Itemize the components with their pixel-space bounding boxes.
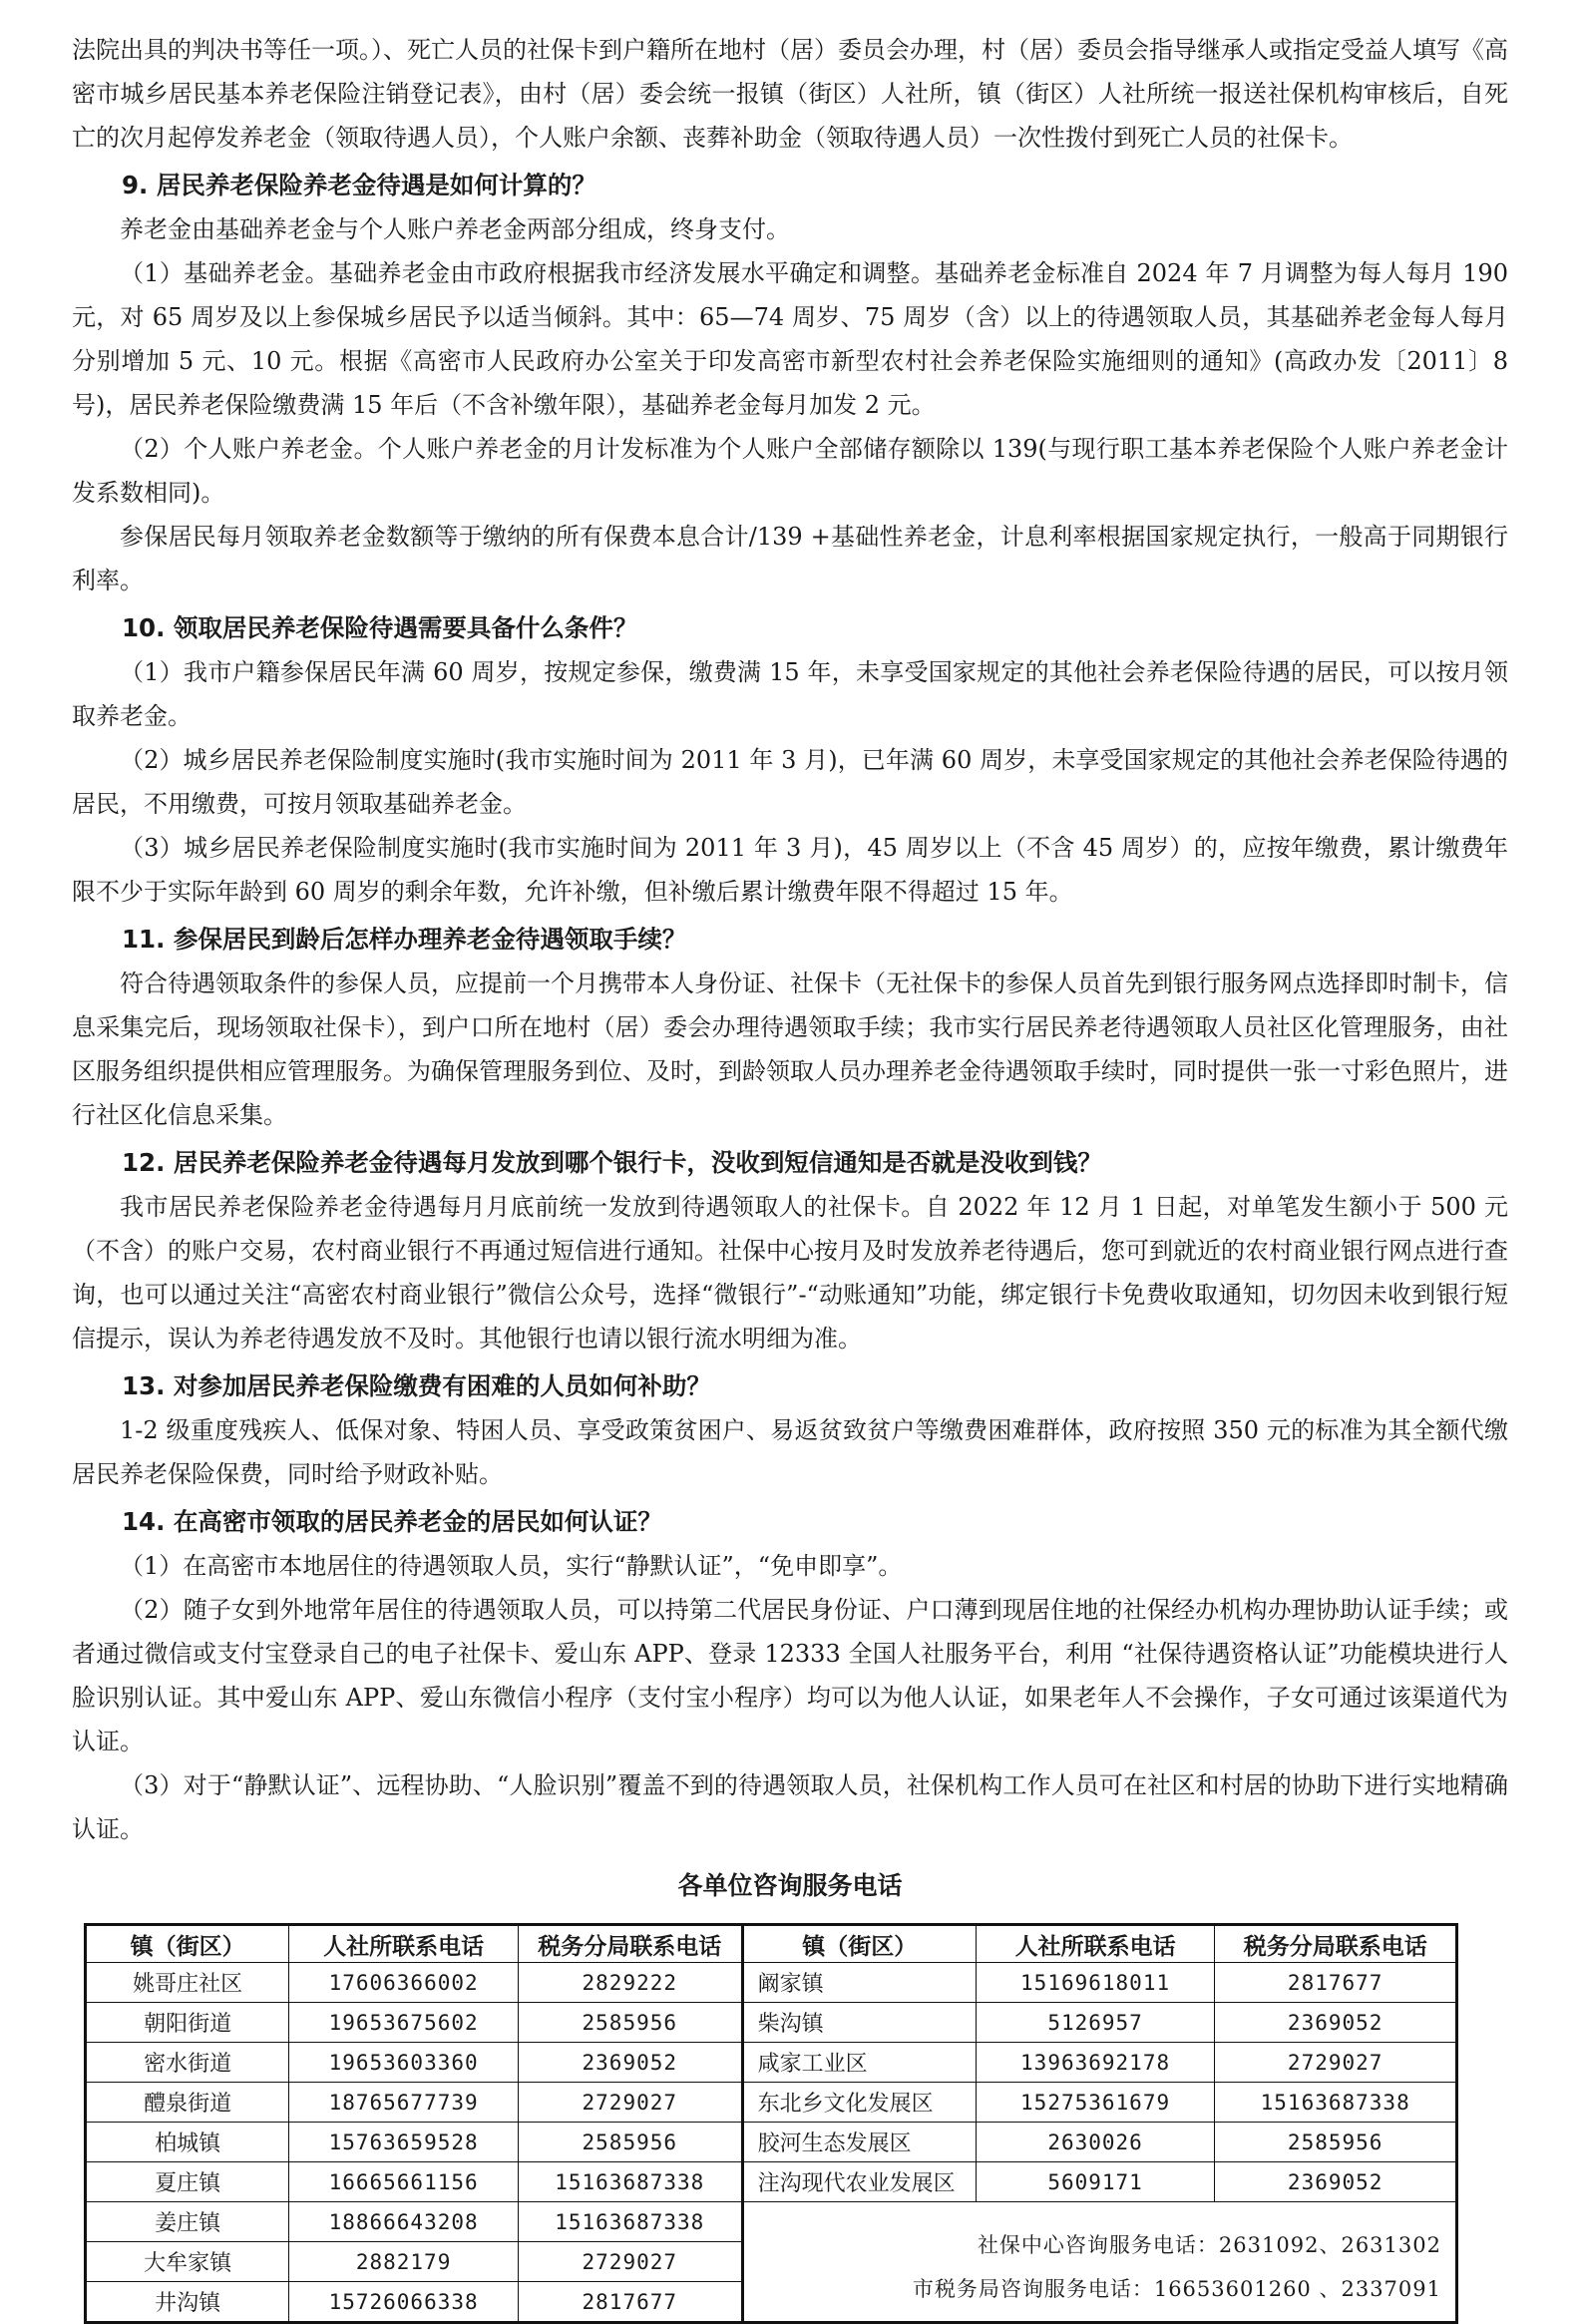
table-cell: 夏庄镇	[86, 2162, 289, 2202]
column-header: 税务分局联系电话	[518, 1925, 742, 1963]
paragraph: （1）我市户籍参保居民年满 60 周岁，按规定参保，缴费满 15 年，未享受国家规定的其他社会养老保险待遇的居民，可以按月领取养老金。	[72, 658, 1508, 730]
table-cell: 井沟镇	[86, 2282, 289, 2323]
table-cell: 2729027	[518, 2242, 742, 2282]
table-cell: 18765677739	[289, 2083, 519, 2123]
table-row	[86, 2083, 1457, 2123]
section-title: 12. 居民养老保险养老金待遇每月发放到哪个银行卡，没收到短信通知是否就是没收到钱？	[122, 1148, 1102, 1177]
table-row	[86, 2003, 1457, 2043]
table-cell: 19653603360	[289, 2043, 519, 2083]
table-row	[86, 2043, 1457, 2083]
table-cell: 2829222	[518, 1963, 742, 2003]
table-cell: 密水街道	[86, 2043, 289, 2083]
hotline-note: 市税务局咨询服务电话：16653601260 、2337091	[912, 2277, 1441, 2301]
section-10	[72, 606, 1508, 914]
table-cell: 15726066338	[289, 2282, 519, 2323]
table-cell: 15163687338	[518, 2162, 742, 2202]
table-cell: 15163687338	[1215, 2083, 1457, 2123]
table-cell: 姜庄镇	[86, 2202, 289, 2242]
section-title: 13. 对参加居民养老保险缴费有困难的人员如何补助？	[122, 1371, 711, 1400]
table-cell: 柴沟镇	[742, 2003, 976, 2043]
table-row	[86, 1963, 1457, 2003]
section-9	[72, 164, 1508, 602]
table-header-row	[86, 1925, 1457, 1963]
table-cell: 东北乡文化发展区	[742, 2083, 976, 2123]
table-cell: 5126957	[976, 2003, 1215, 2043]
intro-paragraph: 法院出具的判决书等任一项。）、死亡人员的社保卡到户籍所在地村（居）委员会办理，村（居）委员会指导继承人或指定受益人填写《高密市城乡居民基本养老保险注销登记表》，由村（居）委会统一报镇（街区）人社所，镇（街区）人社所统一报送社保机构审核后，自死亡的次月起停发养老金（领取待遇人员），个人账户余额、丧葬补助金（领取待遇人员）一次性拨付到死亡人员的社保卡。	[72, 36, 1508, 152]
table-cell: 注沟现代农业发展区	[742, 2162, 976, 2202]
table-cell: 姚哥庄社区	[86, 1963, 289, 2003]
document-page	[72, 28, 1508, 2324]
column-header: 人社所联系电话	[976, 1925, 1215, 1963]
section-12	[72, 1141, 1508, 1360]
paragraph: （2）城乡居民养老保险制度实施时(我市实施时间为 2011 年 3 月)，已年满 60 周岁，未享受国家规定的其他社会养老保险待遇的居民，不用缴费，可按月领取基础养老金。	[72, 746, 1508, 818]
table-cell: 18866643208	[289, 2202, 519, 2242]
contact-phone-table	[84, 1923, 1458, 2324]
table-cell: 朝阳街道	[86, 2003, 289, 2043]
paragraph: （2）个人账户养老金。个人账户养老金的月计发标准为个人账户全部储存额除以 139(与现行职工基本养老保险个人账户养老金计发系数相同)。	[72, 435, 1508, 507]
table-cell: 2729027	[518, 2083, 742, 2123]
paragraph: 1-2 级重度残疾人、低保对象、特困人员、享受政策贫困户、易返贫致贫户等缴费困难群体，政府按照 350 元的标准为其全额代缴居民养老保险保费，同时给予财政补贴。	[72, 1416, 1508, 1488]
section-13	[72, 1364, 1508, 1496]
table-cell: 17606366002	[289, 1963, 519, 2003]
table-cell: 2585956	[518, 2003, 742, 2043]
hotline-note: 社保中心咨询服务电话：2631092、2631302	[977, 2233, 1441, 2257]
column-header: 人社所联系电话	[289, 1925, 519, 1963]
section-11	[72, 918, 1508, 1137]
column-header: 镇（街区）	[86, 1925, 289, 1963]
table-cell: 2585956	[518, 2123, 742, 2162]
table-cell: 胶河生态发展区	[742, 2123, 976, 2162]
paragraph: 符合待遇领取条件的参保人员，应提前一个月携带本人身份证、社保卡（无社保卡的参保人员首先到银行服务网点选择即时制卡，信息采集完后，现场领取社保卡），到户口所在地村（居）委会办理待遇领取手续；我市实行居民养老待遇领取人员社区化管理服务，由社区服务组织提供相应管理服务。为确保管理服务到位、及时，到龄领取人员办理养老金待遇领取手续时，同时提供一张一寸彩色照片，进行社区化信息采集。	[72, 969, 1508, 1129]
table-cell: 阚家镇	[742, 1963, 976, 2003]
paragraph: （1）基础养老金。基础养老金由市政府根据我市经济发展水平确定和调整。基础养老金标准自 2024 年 7 月调整为每人每月 190 元，对 65 周岁及以上参保城乡居民予以适当倾斜。其中：65—74 周岁、75 周岁（含）以上的待遇领取人员，其基础养老金每人每月分别增加 5 元、10 元。根据《高密市人民政府办公室关于印发高密市新型农村社会养老保险实施细则的通知》(高政办发〔2011〕8 号)，居民养老保险缴费满 15 年后（不含补缴年限），基础养老金每月加发 2 元。	[72, 259, 1508, 419]
paragraph: （1）在高密市本地居住的待遇领取人员，实行“静默认证”，“免申即享”。	[120, 1552, 903, 1580]
section-title: 11. 参保居民到龄后怎样办理养老金待遇领取手续？	[122, 925, 687, 954]
table-cell: 咸家工业区	[742, 2043, 976, 2083]
section-14	[72, 1500, 1508, 1851]
table-cell: 大牟家镇	[86, 2242, 289, 2282]
table-cell: 2369052	[518, 2043, 742, 2083]
column-header: 税务分局联系电话	[1215, 1925, 1457, 1963]
table-cell: 2369052	[1215, 2003, 1457, 2043]
table-cell: 16665661156	[289, 2162, 519, 2202]
table-row	[86, 2123, 1457, 2162]
table-cell: 19653675602	[289, 2003, 519, 2043]
table-cell: 2585956	[1215, 2123, 1457, 2162]
table-cell: 2369052	[1215, 2162, 1457, 2202]
table-row	[86, 2162, 1457, 2202]
table-cell: 15163687338	[518, 2202, 742, 2242]
table-cell: 2729027	[1215, 2043, 1457, 2083]
column-header: 镇（街区）	[742, 1925, 976, 1963]
paragraph: 养老金由基础养老金与个人账户养老金两部分组成，终身支付。	[120, 215, 790, 243]
table-cell: 醴泉街道	[86, 2083, 289, 2123]
table-cell: 2630026	[976, 2123, 1215, 2162]
table-cell: 柏城镇	[86, 2123, 289, 2162]
table-cell: 15169618011	[976, 1963, 1215, 2003]
table-cell: 15275361679	[976, 2083, 1215, 2123]
paragraph: （3）城乡居民养老保险制度实施时(我市实施时间为 2011 年 3 月)，45 周岁以上（不含 45 周岁）的，应按年缴费，累计缴费年限不少于实际年龄到 60 周岁的剩余年数，允许补缴，但补缴后累计缴费年限不得超过 15 年。	[72, 834, 1508, 906]
paragraph: 我市居民养老保险养老金待遇每月月底前统一发放到待遇领取人的社保卡。自 2022 年 12 月 1 日起，对单笔发生额小于 500 元（不含）的账户交易，农村商业银行不再通过短信进行通知。社保中心按月及时发放养老待遇后，您可到就近的农村商业银行网点进行查询，也可以通过关注“高密农村商业银行”微信公众号，选择“微银行”-“动账通知”功能，绑定银行卡免费收取通知，切勿因未收到银行短信提示，误认为养老待遇发放不及时。其他银行也请以银行流水明细为准。	[72, 1193, 1508, 1353]
table-cell: 13963692178	[976, 2043, 1215, 2083]
paragraph: 参保居民每月领取养老金数额等于缴纳的所有保费本息合计/139 +基础性养老金，计息利率根据国家规定执行，一般高于同期银行利率。	[72, 523, 1508, 594]
table-cell: 2817677	[518, 2282, 742, 2323]
table-cell: 5609171	[976, 2162, 1215, 2202]
section-title: 9. 居民养老保险养老金待遇是如何计算的？	[122, 171, 596, 199]
hotline-notes	[742, 2202, 1456, 2323]
section-title: 10. 领取居民养老保险待遇需要具备什么条件？	[122, 613, 638, 642]
table-row	[86, 2202, 1457, 2242]
paragraph: （2）随子女到外地常年居住的待遇领取人员，可以持第二代居民身份证、户口薄到现居住地的社保经办机构办理协助认证手续；或者通过微信或支付宝登录自己的电子社保卡、爱山东 APP、登录 12333 全国人社服务平台，利用 “社保待遇资格认证”功能模块进行人脸识别认证。其中爱山东 APP、爱山东微信小程序（支付宝小程序）均可以为他人认证，如果老年人不会操作，子女可通过该渠道代为认证。	[72, 1596, 1508, 1755]
table-cell: 15763659528	[289, 2123, 519, 2162]
table-title: 各单位咨询服务电话	[677, 1871, 903, 1900]
table-cell: 2882179	[289, 2242, 519, 2282]
section-title: 14. 在高密市领取的居民养老金的居民如何认证？	[122, 1507, 662, 1536]
table-cell: 2817677	[1215, 1963, 1457, 2003]
paragraph: （3）对于“静默认证”、远程协助、“人脸识别”覆盖不到的待遇领取人员，社保机构工作人员可在社区和村居的协助下进行实地精确认证。	[72, 1771, 1508, 1843]
